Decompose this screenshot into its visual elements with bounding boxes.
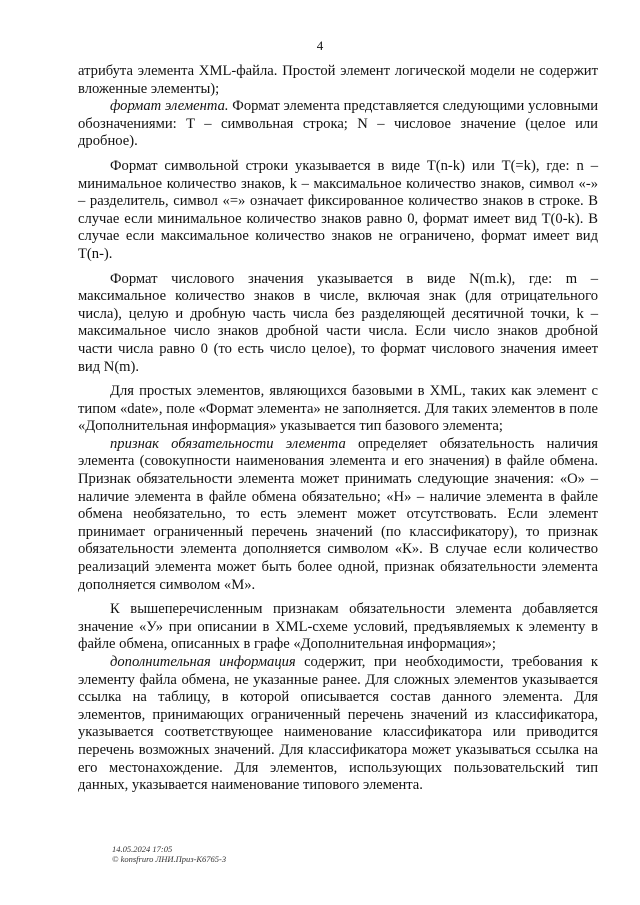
paragraph-7: К вышеперечисленным признакам обязательности элемента добавляется значение «У» при описании в XML-схеме условий, предъявляемых к элементу в файле обмена, описанных в графе «Дополнительная информация»;	[78, 601, 598, 653]
paragraph-6: признак обязательности элемента определяет обязательность наличия элемента (совокупности наименования элемента и его значения) в файле обмена. Признак обязательности элемента может принимать следующие значения: «О» – наличие элемента в файле обмена обязательно; «Н» – наличие элемента в файле обмена необязательно, то есть элемент может отсутствовать. Если элемент принимает ограниченный перечень значений (по классификатору), то признак обязательности элемента дополняется символом «К». В случае если количество реализаций элемента может быть более одной, признак обязательности элемента дополняется символом «М».	[78, 435, 598, 593]
paragraph-1: атрибута элемента XML-файла. Простой элемент логической модели не содержит вложенные элементы);	[78, 63, 598, 97]
document-body	[78, 63, 598, 795]
term-required: признак обязательности элемента	[110, 435, 346, 452]
paragraph-8: дополнительная информация содержит, при необходимости, требования к элементу файла обмена, не указанные ранее. Для сложных элементов указывается ссылка на таблицу, в которой описывается состав данного элемента. Для элементов, принимающих ограниченный перечень значений из классификатора, указывается соответствующее наименование классификатора или приводится перечень возможных значений. Для классификатора может указываться ссылка на его местонахождение. Для элементов, использующих пользовательский тип данных, указывается наименование типового элемента.	[78, 654, 598, 794]
paragraph-3: Формат символьной строки указывается в виде T(n-k) или T(=k), где: n – минимальное количество знаков, k – максимальное количество знаков, символ «-» – разделитель, символ «=» означает фиксированное количество знаков в строке. В случае если минимальное количество знаков равно 0, формат имеет вид T(0-k). В случае если максимальное количество знаков не ограничено, формат имеет вид T(n-).	[78, 157, 598, 262]
paragraph-5: Для простых элементов, являющихся базовыми в XML, таких как элемент с типом «date», поле «Формат элемента» не заполняется. Для таких элементов в поле «Дополнительная информация» указывается тип базового элемента;	[78, 383, 598, 435]
footer-document-id: © konsfruro ЛНИ.Приз-К6765-3	[112, 854, 227, 864]
term-format: формат элемента.	[110, 98, 229, 115]
paragraph-4: Формат числового значения указывается в виде N(m.k), где: m – максимальное количество знаков в числе, включая знак (для отрицательного числа), целую и дробную часть числа без разделяющей десятичной точки, k – максимальное число знаков дробной части числа. Если число знаков дробной части числа равно 0 (то есть число целое), то формат числового значения имеет вид N(m).	[78, 270, 598, 375]
page-number: 4	[316, 38, 324, 53]
footer-stamp	[112, 844, 226, 864]
footer-timestamp: 14.05.2024 17:05	[112, 844, 173, 854]
paragraph-2: формат элемента. Формат элемента представляется следующими условными обозначениями: T – символьная строка; N – числовое значение (целое или дробное).	[78, 98, 598, 150]
term-additional-info: дополнительная информация	[110, 654, 296, 670]
